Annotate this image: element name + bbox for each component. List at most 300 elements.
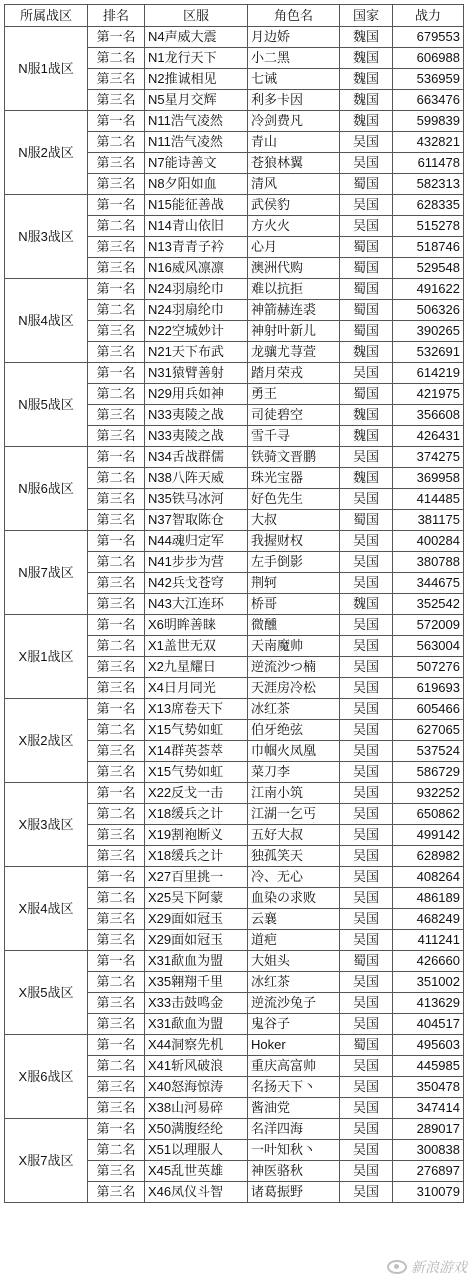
zone-cell: X服7战区: [5, 1119, 88, 1203]
server-cell: N29用兵如神: [145, 384, 248, 405]
rank-cell: 第三名: [88, 1182, 145, 1203]
character-cell: 冰红茶: [248, 699, 340, 720]
rank-cell: 第一名: [88, 699, 145, 720]
nation-cell: 魏国: [340, 342, 393, 363]
rank-cell: 第一名: [88, 195, 145, 216]
nation-cell: 魏国: [340, 90, 393, 111]
power-cell: 491622: [393, 279, 464, 300]
power-cell: 374275: [393, 447, 464, 468]
ranking-body: [5, 27, 464, 1203]
character-cell: 天涯房冷松: [248, 678, 340, 699]
nation-cell: 魏国: [340, 468, 393, 489]
rank-cell: 第三名: [88, 153, 145, 174]
character-cell: 微醺: [248, 615, 340, 636]
server-cell: X44洞察先机: [145, 1035, 248, 1056]
nation-cell: 吴国: [340, 720, 393, 741]
table-row: [5, 699, 464, 720]
power-cell: 413629: [393, 993, 464, 1014]
header-power: 战力: [393, 5, 464, 27]
server-cell: X45乱世英雄: [145, 1161, 248, 1182]
character-cell: 澳洲代购: [248, 258, 340, 279]
character-cell: 冰红茶: [248, 972, 340, 993]
power-cell: 586729: [393, 762, 464, 783]
header-zone: 所属战区: [5, 5, 88, 27]
power-cell: 650862: [393, 804, 464, 825]
character-cell: 好色先生: [248, 489, 340, 510]
power-cell: 421975: [393, 384, 464, 405]
nation-cell: 蜀国: [340, 1035, 393, 1056]
table-row: [5, 363, 464, 384]
table-row: [5, 279, 464, 300]
character-cell: 荆轲: [248, 573, 340, 594]
rank-cell: 第二名: [88, 48, 145, 69]
rank-cell: 第二名: [88, 300, 145, 321]
power-cell: 426431: [393, 426, 464, 447]
nation-cell: 吴国: [340, 573, 393, 594]
nation-cell: 吴国: [340, 783, 393, 804]
server-cell: X41斩风破浪: [145, 1056, 248, 1077]
rank-cell: 第三名: [88, 1077, 145, 1098]
nation-cell: 吴国: [340, 741, 393, 762]
zone-cell: N服3战区: [5, 195, 88, 279]
power-cell: 404517: [393, 1014, 464, 1035]
server-cell: X13席卷天下: [145, 699, 248, 720]
zone-cell: X服6战区: [5, 1035, 88, 1119]
table-row: [5, 951, 464, 972]
rank-cell: 第三名: [88, 258, 145, 279]
nation-cell: 蜀国: [340, 300, 393, 321]
nation-cell: 蜀国: [340, 258, 393, 279]
table-row: [5, 783, 464, 804]
power-cell: 932252: [393, 783, 464, 804]
character-cell: 血染の求败: [248, 888, 340, 909]
nation-cell: 吴国: [340, 1119, 393, 1140]
server-cell: N22空城妙计: [145, 321, 248, 342]
server-cell: N42兵戈苍穹: [145, 573, 248, 594]
table-row: [5, 531, 464, 552]
character-cell: 我握财权: [248, 531, 340, 552]
nation-cell: 吴国: [340, 867, 393, 888]
power-cell: 369958: [393, 468, 464, 489]
server-cell: X1盖世无双: [145, 636, 248, 657]
character-cell: 冷剑费凡: [248, 111, 340, 132]
zone-cell: N服5战区: [5, 363, 88, 447]
header-character: 角色名: [248, 5, 340, 27]
nation-cell: 吴国: [340, 699, 393, 720]
character-cell: 酱油党: [248, 1098, 340, 1119]
nation-cell: 吴国: [340, 132, 393, 153]
server-cell: X31歃血为盟: [145, 951, 248, 972]
nation-cell: 吴国: [340, 846, 393, 867]
power-cell: 611478: [393, 153, 464, 174]
power-cell: 507276: [393, 657, 464, 678]
rank-cell: 第三名: [88, 69, 145, 90]
power-cell: 605466: [393, 699, 464, 720]
rank-cell: 第一名: [88, 279, 145, 300]
character-cell: 武侯豹: [248, 195, 340, 216]
power-cell: 515278: [393, 216, 464, 237]
character-cell: 清风: [248, 174, 340, 195]
nation-cell: 吴国: [340, 825, 393, 846]
zone-cell: X服3战区: [5, 783, 88, 867]
server-cell: N24羽扇纶巾: [145, 279, 248, 300]
rank-cell: 第二名: [88, 636, 145, 657]
rank-cell: 第二名: [88, 1056, 145, 1077]
nation-cell: 魏国: [340, 69, 393, 90]
character-cell: 神射叶新儿: [248, 321, 340, 342]
power-cell: 426660: [393, 951, 464, 972]
power-cell: 532691: [393, 342, 464, 363]
character-cell: 司徒碧空: [248, 405, 340, 426]
server-cell: N4声威大震: [145, 27, 248, 48]
server-cell: X31歃血为盟: [145, 1014, 248, 1035]
server-cell: N8夕阳如血: [145, 174, 248, 195]
character-cell: Hoker: [248, 1035, 340, 1056]
power-cell: 572009: [393, 615, 464, 636]
table-row: [5, 615, 464, 636]
server-cell: N14青山依旧: [145, 216, 248, 237]
table-row: [5, 1119, 464, 1140]
power-cell: 599839: [393, 111, 464, 132]
server-cell: N21天下布武: [145, 342, 248, 363]
character-cell: 巾帼火凤凰: [248, 741, 340, 762]
server-cell: N34舌战群儒: [145, 447, 248, 468]
zone-cell: N服1战区: [5, 27, 88, 111]
power-cell: 347414: [393, 1098, 464, 1119]
server-cell: N33夷陵之战: [145, 426, 248, 447]
zone-cell: N服6战区: [5, 447, 88, 531]
header-row: [5, 5, 464, 27]
nation-cell: 蜀国: [340, 321, 393, 342]
power-cell: 495603: [393, 1035, 464, 1056]
table-row: [5, 447, 464, 468]
server-cell: X29面如冠玉: [145, 909, 248, 930]
server-cell: N41步步为营: [145, 552, 248, 573]
nation-cell: 魏国: [340, 27, 393, 48]
rank-cell: 第三名: [88, 741, 145, 762]
nation-cell: 蜀国: [340, 237, 393, 258]
character-cell: 冷、无心: [248, 867, 340, 888]
rank-cell: 第三名: [88, 993, 145, 1014]
nation-cell: 吴国: [340, 216, 393, 237]
character-cell: 左手倒影: [248, 552, 340, 573]
server-cell: X25吴下阿蒙: [145, 888, 248, 909]
character-cell: 诸葛振野: [248, 1182, 340, 1203]
sina-eye-icon: [387, 1260, 407, 1274]
rank-cell: 第三名: [88, 762, 145, 783]
server-cell: X35翱翔千里: [145, 972, 248, 993]
character-cell: 心月: [248, 237, 340, 258]
power-cell: 663476: [393, 90, 464, 111]
rank-cell: 第二名: [88, 720, 145, 741]
zone-cell: N服2战区: [5, 111, 88, 195]
rank-cell: 第一名: [88, 951, 145, 972]
nation-cell: 吴国: [340, 552, 393, 573]
rank-cell: 第一名: [88, 783, 145, 804]
power-cell: 356608: [393, 405, 464, 426]
nation-cell: 吴国: [340, 1014, 393, 1035]
nation-cell: 吴国: [340, 636, 393, 657]
character-cell: 鬼谷子: [248, 1014, 340, 1035]
rank-cell: 第二名: [88, 804, 145, 825]
character-cell: 道疤: [248, 930, 340, 951]
power-cell: 289017: [393, 1119, 464, 1140]
character-cell: 利多卡因: [248, 90, 340, 111]
server-cell: N2推诚相见: [145, 69, 248, 90]
rank-cell: 第一名: [88, 363, 145, 384]
server-cell: N33夷陵之战: [145, 405, 248, 426]
power-cell: 432821: [393, 132, 464, 153]
nation-cell: 吴国: [340, 447, 393, 468]
character-cell: 神医骆秋: [248, 1161, 340, 1182]
nation-cell: 吴国: [340, 489, 393, 510]
character-cell: 桥哥: [248, 594, 340, 615]
server-cell: X19割袍断义: [145, 825, 248, 846]
character-cell: 天南魔帅: [248, 636, 340, 657]
watermark-text: 新浪游戏: [411, 1260, 467, 1276]
rank-cell: 第二名: [88, 384, 145, 405]
power-cell: 276897: [393, 1161, 464, 1182]
zone-cell: N服4战区: [5, 279, 88, 363]
rank-cell: 第三名: [88, 237, 145, 258]
rank-cell: 第三名: [88, 678, 145, 699]
rank-cell: 第一名: [88, 615, 145, 636]
server-cell: N37智取陈仓: [145, 510, 248, 531]
character-cell: 苍狼林翼: [248, 153, 340, 174]
server-cell: N38八阵天威: [145, 468, 248, 489]
rank-cell: 第一名: [88, 1119, 145, 1140]
nation-cell: 吴国: [340, 615, 393, 636]
rank-cell: 第二名: [88, 1140, 145, 1161]
power-cell: 499142: [393, 825, 464, 846]
power-cell: 518746: [393, 237, 464, 258]
server-cell: X18缓兵之计: [145, 804, 248, 825]
rank-cell: 第三名: [88, 510, 145, 531]
server-cell: N1龙行天下: [145, 48, 248, 69]
nation-cell: 吴国: [340, 1182, 393, 1203]
character-cell: 云襄: [248, 909, 340, 930]
server-cell: X51以理服人: [145, 1140, 248, 1161]
rank-cell: 第三名: [88, 90, 145, 111]
power-cell: 344675: [393, 573, 464, 594]
server-cell: X15气势如虹: [145, 720, 248, 741]
power-cell: 300838: [393, 1140, 464, 1161]
nation-cell: 吴国: [340, 972, 393, 993]
server-cell: N31猿臂善射: [145, 363, 248, 384]
character-cell: 龙骧尤荨萱: [248, 342, 340, 363]
nation-cell: 魏国: [340, 111, 393, 132]
server-cell: X6明眸善睐: [145, 615, 248, 636]
server-cell: X29面如冠玉: [145, 930, 248, 951]
rank-cell: 第一名: [88, 867, 145, 888]
rank-cell: 第二名: [88, 468, 145, 489]
header-rank: 排名: [88, 5, 145, 27]
character-cell: 一叶知秋丶: [248, 1140, 340, 1161]
character-cell: 铁骑文晋鹏: [248, 447, 340, 468]
rank-cell: 第二名: [88, 216, 145, 237]
server-cell: X14群英荟萃: [145, 741, 248, 762]
power-cell: 351002: [393, 972, 464, 993]
power-cell: 614219: [393, 363, 464, 384]
server-cell: X46凤仪斗智: [145, 1182, 248, 1203]
character-cell: 重庆高富帅: [248, 1056, 340, 1077]
power-cell: 563004: [393, 636, 464, 657]
nation-cell: 吴国: [340, 153, 393, 174]
character-cell: 小二黑: [248, 48, 340, 69]
rank-cell: 第三名: [88, 573, 145, 594]
character-cell: 神箭赫连裘: [248, 300, 340, 321]
character-cell: 七诫: [248, 69, 340, 90]
rank-cell: 第三名: [88, 930, 145, 951]
power-cell: 408264: [393, 867, 464, 888]
server-cell: N43大江连环: [145, 594, 248, 615]
character-cell: 方火火: [248, 216, 340, 237]
power-cell: 679553: [393, 27, 464, 48]
rank-cell: 第三名: [88, 174, 145, 195]
rank-cell: 第二名: [88, 132, 145, 153]
server-cell: N16威风凛凛: [145, 258, 248, 279]
nation-cell: 吴国: [340, 930, 393, 951]
character-cell: 逆流沙つ楠: [248, 657, 340, 678]
nation-cell: 蜀国: [340, 174, 393, 195]
power-cell: 529548: [393, 258, 464, 279]
power-cell: 537524: [393, 741, 464, 762]
character-cell: 青山: [248, 132, 340, 153]
character-cell: 名洋四海: [248, 1119, 340, 1140]
character-cell: 菜刀李: [248, 762, 340, 783]
nation-cell: 吴国: [340, 657, 393, 678]
server-cell: N11浩气凌然: [145, 111, 248, 132]
power-cell: 352542: [393, 594, 464, 615]
nation-cell: 魏国: [340, 426, 393, 447]
rank-cell: 第一名: [88, 447, 145, 468]
rank-cell: 第三名: [88, 657, 145, 678]
server-cell: X15气势如虹: [145, 762, 248, 783]
rank-cell: 第三名: [88, 594, 145, 615]
power-cell: 506326: [393, 300, 464, 321]
nation-cell: 吴国: [340, 1140, 393, 1161]
character-cell: 五好大叔: [248, 825, 340, 846]
rank-cell: 第二名: [88, 888, 145, 909]
watermark: [387, 1257, 467, 1277]
power-cell: 350478: [393, 1077, 464, 1098]
character-cell: 江南小筑: [248, 783, 340, 804]
nation-cell: 吴国: [340, 195, 393, 216]
server-cell: X18缓兵之计: [145, 846, 248, 867]
power-cell: 628982: [393, 846, 464, 867]
header-nation: 国家: [340, 5, 393, 27]
zone-cell: X服5战区: [5, 951, 88, 1035]
character-cell: 大姐头: [248, 951, 340, 972]
character-cell: 独孤笑天: [248, 846, 340, 867]
rank-cell: 第三名: [88, 489, 145, 510]
nation-cell: 吴国: [340, 1161, 393, 1182]
nation-cell: 魏国: [340, 594, 393, 615]
nation-cell: 魏国: [340, 405, 393, 426]
power-cell: 390265: [393, 321, 464, 342]
zone-cell: X服1战区: [5, 615, 88, 699]
power-cell: 411241: [393, 930, 464, 951]
nation-cell: 吴国: [340, 804, 393, 825]
nation-cell: 蜀国: [340, 279, 393, 300]
table-row: [5, 27, 464, 48]
nation-cell: 吴国: [340, 762, 393, 783]
rank-cell: 第一名: [88, 111, 145, 132]
table-row: [5, 111, 464, 132]
rank-cell: 第一名: [88, 27, 145, 48]
power-cell: 486189: [393, 888, 464, 909]
rank-cell: 第三名: [88, 1014, 145, 1035]
nation-cell: 蜀国: [340, 384, 393, 405]
rank-cell: 第三名: [88, 426, 145, 447]
power-cell: 627065: [393, 720, 464, 741]
server-cell: X33击鼓鸣金: [145, 993, 248, 1014]
server-cell: X22反戈一击: [145, 783, 248, 804]
character-cell: 逆流沙兔子: [248, 993, 340, 1014]
power-cell: 619693: [393, 678, 464, 699]
character-cell: 珠光宝器: [248, 468, 340, 489]
server-cell: X38山河易碎: [145, 1098, 248, 1119]
character-cell: 难以抗拒: [248, 279, 340, 300]
zone-cell: X服2战区: [5, 699, 88, 783]
nation-cell: 吴国: [340, 678, 393, 699]
power-cell: 380788: [393, 552, 464, 573]
server-cell: N44魂归定军: [145, 531, 248, 552]
server-cell: X40怒海惊涛: [145, 1077, 248, 1098]
server-cell: X27百里挑一: [145, 867, 248, 888]
server-cell: N24羽扇纶巾: [145, 300, 248, 321]
server-cell: N11浩气凌然: [145, 132, 248, 153]
server-cell: X2九星耀日: [145, 657, 248, 678]
power-cell: 536959: [393, 69, 464, 90]
nation-cell: 吴国: [340, 909, 393, 930]
character-cell: 名扬天下丶: [248, 1077, 340, 1098]
server-cell: N13青青子衿: [145, 237, 248, 258]
rank-cell: 第一名: [88, 531, 145, 552]
rank-cell: 第三名: [88, 1161, 145, 1182]
nation-cell: 蜀国: [340, 510, 393, 531]
rank-cell: 第三名: [88, 825, 145, 846]
power-cell: 582313: [393, 174, 464, 195]
rank-cell: 第二名: [88, 552, 145, 573]
rank-cell: 第三名: [88, 342, 145, 363]
table-row: [5, 1035, 464, 1056]
rank-cell: 第三名: [88, 405, 145, 426]
server-cell: X50满腹经纶: [145, 1119, 248, 1140]
character-cell: 勇王: [248, 384, 340, 405]
power-cell: 381175: [393, 510, 464, 531]
nation-cell: 魏国: [340, 48, 393, 69]
nation-cell: 吴国: [340, 1077, 393, 1098]
character-cell: 踏月荣戎: [248, 363, 340, 384]
nation-cell: 吴国: [340, 993, 393, 1014]
power-cell: 414485: [393, 489, 464, 510]
server-cell: X4日月同光: [145, 678, 248, 699]
nation-cell: 吴国: [340, 363, 393, 384]
server-cell: N35铁马冰河: [145, 489, 248, 510]
character-cell: 月边娇: [248, 27, 340, 48]
rank-cell: 第三名: [88, 321, 145, 342]
nation-cell: 吴国: [340, 1098, 393, 1119]
power-cell: 445985: [393, 1056, 464, 1077]
power-cell: 310079: [393, 1182, 464, 1203]
power-cell: 400284: [393, 531, 464, 552]
power-cell: 628335: [393, 195, 464, 216]
character-cell: 江湖一乞丐: [248, 804, 340, 825]
character-cell: 雪千寻: [248, 426, 340, 447]
nation-cell: 蜀国: [340, 951, 393, 972]
nation-cell: 吴国: [340, 531, 393, 552]
